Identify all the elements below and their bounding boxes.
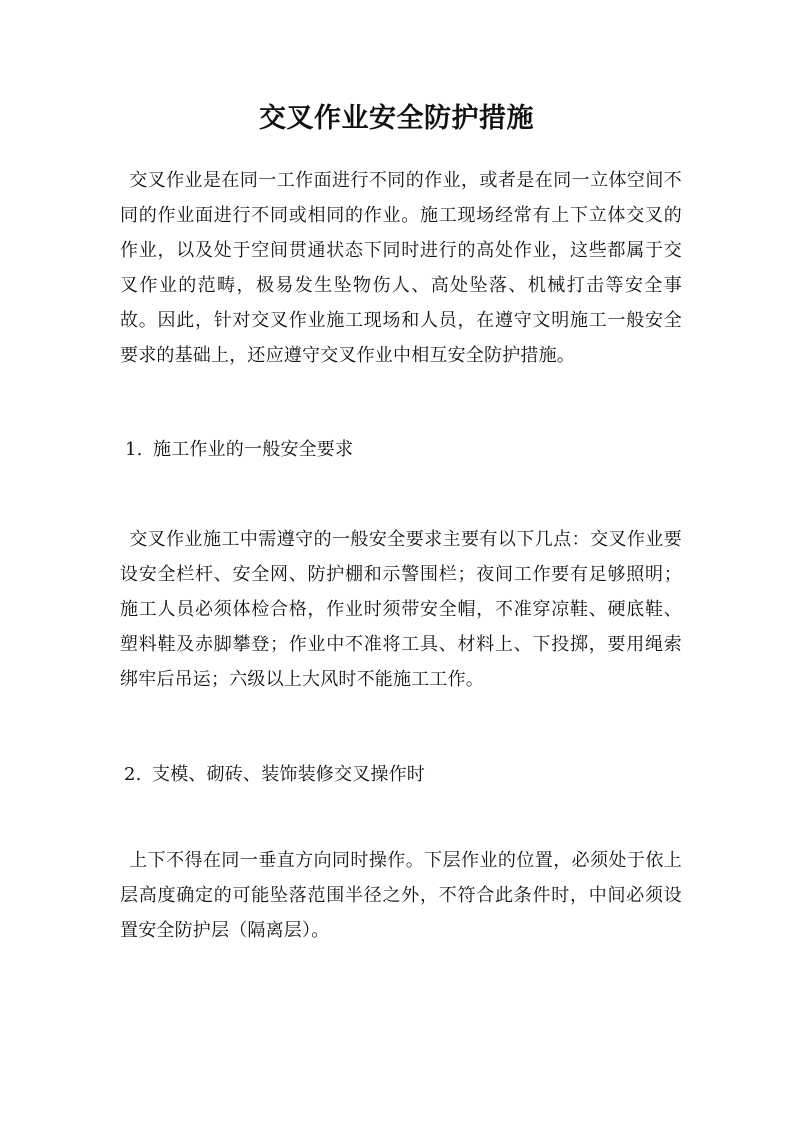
- section-heading-2-text: 支模、砌砖、装饰装修交叉操作时: [152, 764, 425, 785]
- section-heading-1-text: 施工作业的一般安全要求: [153, 439, 354, 460]
- section-paragraph-1-text: 交叉作业施工中需遵守的一般安全要求主要有以下几点：交叉作业要设安全栏杆、安全网、防护棚和示警围栏；夜间工作要有足够照明；施工人员必须体检合格，作业时须带安全帽，不准穿凉鞋、硬底鞋、塑料鞋及赤脚攀登；作业中不准将工具、材料上、下投掷，要用绳索绑牢后吊运；六级以上大风时不能施工工作。: [120, 529, 682, 690]
- section-paragraph-2-text: 上下不得在同一垂直方向同时操作。下层作业的位置，必须处于依上层高度确定的可能坠落范围半径之外，不符合此条件时，中间必须设置安全防护层（隔离层）。: [120, 850, 682, 941]
- section-heading-1: [125, 432, 687, 467]
- section-heading-2: [124, 757, 686, 792]
- intro-paragraph: [120, 163, 682, 373]
- document-title: 交叉作业安全防护措施: [259, 103, 534, 134]
- section-paragraph-1: [120, 522, 682, 697]
- intro-paragraph-text: 交叉作业是在同一工作面进行不同的作业，或者是在同一立体空间不同的作业面进行不同或相同的作业。施工现场经常有上下立体交叉的作业，以及处于空间贯通状态下同时进行的高处作业，这些都属于交叉作业的范畴，极易发生坠物伤人、高处坠落、机械打击等安全事故。因此，针对交叉作业施工现场和人员，在遵守文明施工一般安全要求的基础上，还应遵守交叉作业中相互安全防护措施。: [120, 170, 682, 366]
- section-number-1: 1.: [125, 439, 143, 460]
- section-number-2: 2.: [124, 764, 142, 785]
- section-paragraph-2: [120, 843, 682, 948]
